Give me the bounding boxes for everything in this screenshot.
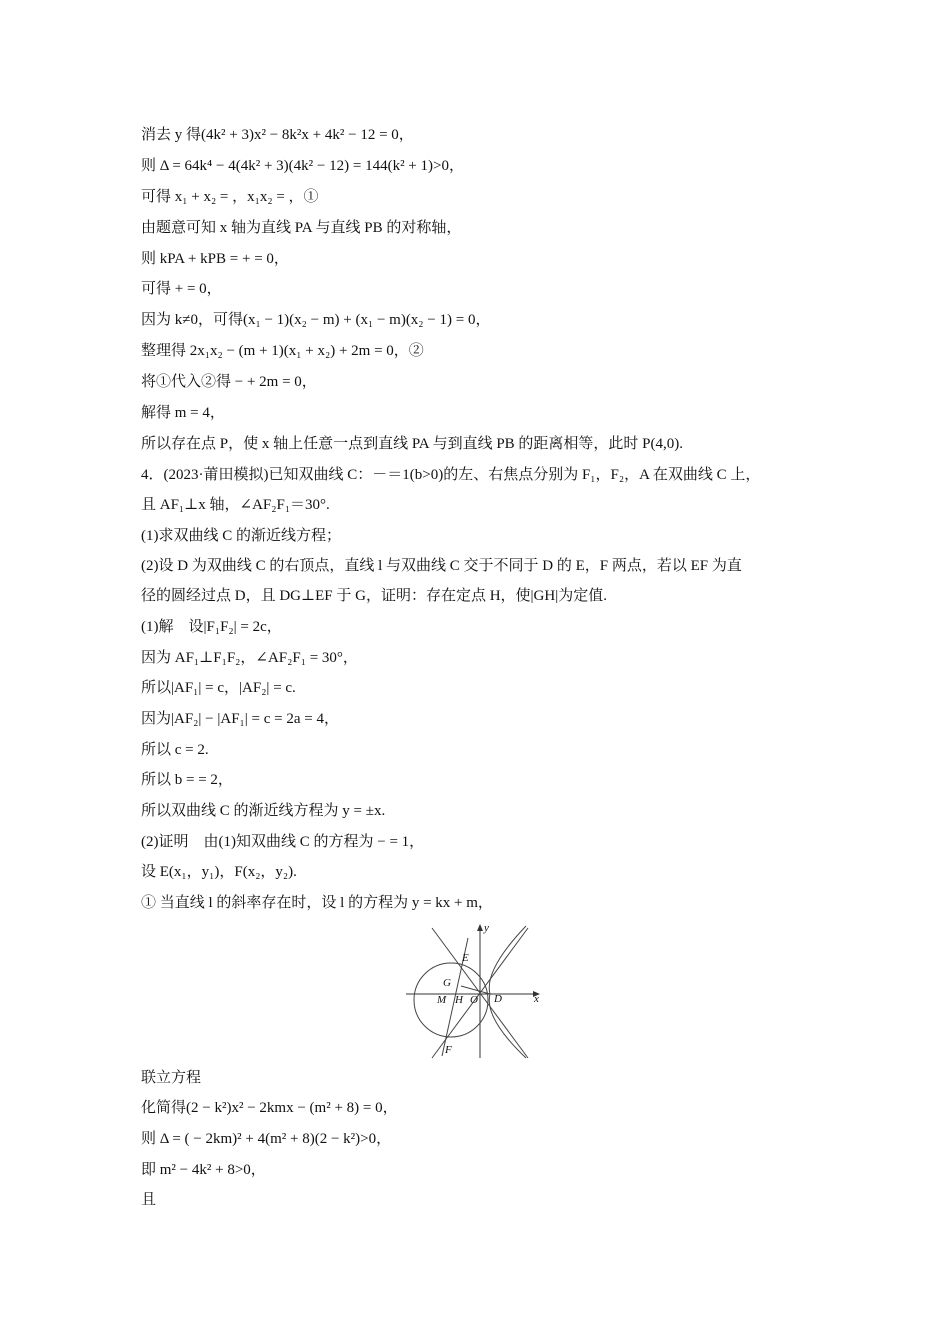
y-axis-arrow-icon bbox=[477, 924, 483, 931]
label-d: D bbox=[494, 993, 502, 1005]
text-line: 所以存在点 P，使 x 轴上任意一点到直线 PA 与到直线 PB 的距离相等，此时 P(4,0). bbox=[141, 436, 683, 452]
text-line: 则 Δ = ( − 2km)² + 4(m² + 8)(2 − k²)>0， bbox=[141, 1131, 392, 1147]
text-line: 整理得 2x₁x₂ − (m + 1)(x₁ + x₂) + 2m = 0，② bbox=[141, 343, 424, 359]
label-x: x bbox=[534, 993, 539, 1005]
text-line: 因为 k≠0，可得(x₁ − 1)(x₂ − m) + (x₁ − m)(x₂ − 1) = 0， bbox=[141, 312, 491, 328]
text-line: 即 m² − 4k² + 8>0， bbox=[141, 1162, 266, 1178]
text-line: 所以双曲线 C 的渐近线方程为 y = ±x. bbox=[141, 803, 386, 819]
text-line: 因为 AF₁⊥F₁F₂，∠AF₂F₁ = 30°， bbox=[141, 650, 358, 666]
text-line: 可得 x₁ + x₂ = ，x₁x₂ = ，① bbox=[141, 189, 319, 205]
text-line: (1)求双曲线 C 的渐近线方程； bbox=[141, 528, 341, 544]
problem-statement: 4．(2023·莆田模拟)已知双曲线 C：－＝1(b>0)的左、右焦点分别为 F₁，F₂，A 在双曲线 C 上， bbox=[141, 467, 761, 483]
label-g: G bbox=[443, 977, 451, 989]
text-line: 径的圆经过点 D，且 DG⊥EF 于 G，证明：存在定点 H，使|GH|为定值. bbox=[141, 588, 607, 604]
hyperbola-branch bbox=[489, 926, 526, 1058]
text-line: 且 AF₁⊥x 轴，∠AF₂F₁＝30°. bbox=[141, 497, 330, 513]
text-line: 因为|AF₂| − |AF₁| = c = 2a = 4， bbox=[141, 711, 339, 727]
text-line: (2)设 D 为双曲线 C 的右顶点，直线 l 与双曲线 C 交于不同于 D 的 E，F 两点，若以 EF 为直 bbox=[141, 558, 742, 574]
solution-heading: (1)解 设|F₁F₂| = 2c， bbox=[141, 619, 282, 635]
text-line: 消去 y 得(4k² + 3)x² − 8k²x + 4k² − 12 = 0， bbox=[141, 127, 414, 143]
text-line: ① 当直线 l 的斜率存在时，设 l 的方程为 y = kx + m， bbox=[141, 895, 493, 911]
label-m: M bbox=[437, 994, 447, 1006]
label-e: E bbox=[462, 952, 469, 964]
text-line: 则 kPA + kPB = + = 0， bbox=[141, 251, 289, 267]
label-o: O bbox=[470, 994, 478, 1006]
text-line: 设 E(x₁，y₁)，F(x₂，y₂). bbox=[141, 864, 297, 880]
label-f: F bbox=[445, 1044, 452, 1056]
text-line: 联立方程 bbox=[141, 1070, 202, 1086]
figure-svg bbox=[404, 920, 544, 1060]
hyperbola-circle-figure bbox=[404, 920, 544, 1060]
text-line: 化简得(2 − k²)x² − 2kmx − (m² + 8) = 0， bbox=[141, 1100, 398, 1116]
text-line: 由题意可知 x 轴为直线 PA 与直线 PB 的对称轴， bbox=[141, 220, 462, 236]
text-line: 所以|AF₁| = c，|AF₂| = c. bbox=[141, 680, 296, 696]
proof-heading: (2)证明 由(1)知双曲线 C 的方程为 − = 1， bbox=[141, 834, 425, 850]
text-line: 则 Δ = 64k⁴ − 4(4k² + 3)(4k² − 12) = 144(k² + 1)>0， bbox=[141, 158, 464, 174]
text-line: 解得 m = 4， bbox=[141, 405, 225, 421]
text-line: 可得 + = 0， bbox=[141, 281, 222, 297]
text-line: 所以 c = 2. bbox=[141, 742, 209, 758]
text-line: 将①代入②得 − + 2m = 0， bbox=[141, 374, 317, 390]
text-line: 且 bbox=[141, 1192, 157, 1208]
text-line: 所以 b = = 2， bbox=[141, 772, 233, 788]
label-y: y bbox=[484, 922, 489, 934]
label-h: H bbox=[455, 994, 463, 1006]
